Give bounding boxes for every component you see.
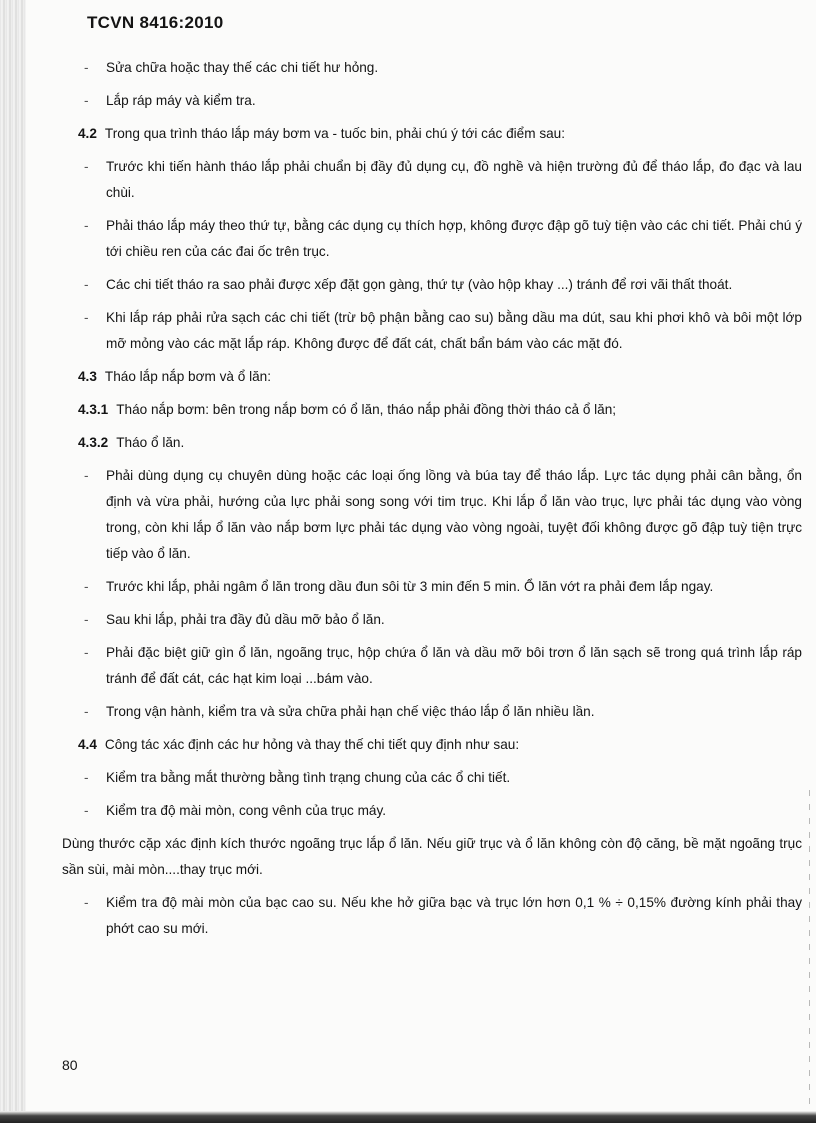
dash-marker: - (84, 93, 89, 108)
page-number: 80 (62, 1057, 78, 1073)
bullet-text: Sau khi lắp, phải tra đầy đủ dầu mỡ bảo ổ lăn. (106, 612, 385, 627)
bullet-text: Trước khi tiến hành tháo lắp phải chuẩn bị đầy đủ dụng cụ, đồ nghề và hiện trường đủ để tháo lắp, đo đạc và lau chùi. (106, 159, 802, 200)
dash-marker: - (84, 218, 89, 233)
bullet-text: Kiểm tra bằng mắt thường bằng tình trạng chung của các ổ chi tiết. (106, 770, 511, 785)
document-header: TCVN 8416:2010 (87, 13, 224, 32)
dash-marker: - (84, 310, 89, 325)
bullet-item (62, 154, 802, 206)
bullet-item (62, 607, 802, 633)
section-title: Tháo nắp bơm: bên trong nắp bơm có ổ lăn, tháo nắp phải đồng thời tháo cả ổ lăn; (116, 402, 617, 417)
dash-marker: - (84, 645, 89, 660)
bullet-item (62, 305, 802, 357)
section-heading (62, 430, 802, 456)
section-title: Tháo lắp nắp bơm và ổ lăn: (104, 369, 272, 384)
bullet-text: Kiểm tra độ mài mòn của bạc cao su. Nếu khe hở giữa bạc và trục lớn hơn 0,1 % ÷ 0,15% đường kính phải thay phớt cao su mới. (106, 895, 802, 936)
section-number: 4.3 (78, 369, 97, 384)
dash-marker: - (84, 468, 89, 483)
bullet-item (62, 272, 802, 298)
section-title: Công tác xác định các hư hỏng và thay thế chi tiết quy định như sau: (104, 737, 520, 752)
section-heading (62, 397, 802, 423)
bullet-text: Lắp ráp máy và kiểm tra. (106, 93, 256, 108)
bullet-item (62, 574, 802, 600)
section-number: 4.3.2 (78, 435, 109, 450)
bullet-item (62, 765, 802, 791)
bullet-item (62, 890, 802, 942)
dash-marker: - (84, 803, 89, 818)
bullet-text: Sửa chữa hoặc thay thế các chi tiết hư hỏng. (106, 60, 379, 75)
section-title: Tháo ổ lăn. (116, 435, 185, 450)
section-heading (62, 732, 802, 758)
section-number: 4.4 (78, 737, 97, 752)
scan-binding-edge (0, 0, 26, 1123)
dash-marker: - (84, 579, 89, 594)
bullet-item (62, 699, 802, 725)
dash-marker: - (84, 704, 89, 719)
scan-bottom-edge (0, 1111, 816, 1123)
bullet-item (62, 213, 802, 265)
dash-marker: - (84, 159, 89, 174)
bullet-text: Các chi tiết tháo ra sao phải được xếp đặt gọn gàng, thứ tự (vào hộp khay ...) tránh để rơi vãi thất thoát. (106, 277, 733, 292)
section-heading (62, 121, 802, 147)
bullet-text: Phải tháo lắp máy theo thứ tự, bằng các dụng cụ thích hợp, không được đập gõ tuỳ tiện vào các chi tiết. Phải chú ý tới chiều ren của các đai ốc trên trục. (106, 218, 802, 259)
bullet-text: Khi lắp ráp phải rửa sạch các chi tiết (trừ bộ phận bằng cao su) bằng dầu ma dút, sau khi phơi khô và bôi một lớp mỡ mỏng vào các mặt lắp ráp. Không được để đất cát, chất bẩn bám vào các mặt đó. (106, 310, 802, 351)
bullet-text: Phải dùng dụng cụ chuyên dùng hoặc các loại ống lồng và búa tay để tháo lắp. Lực tác dụng phải cân bằng, ổn định và vừa phải, hướng của lực phải song song với tim trục. Khi lắp ổ lăn vào trục, lực phải tác dụng vào vòng trong, còn khi lắp ổ lăn vào nắp bơm lực phải tác dụng vào vòng ngoài, tuyệt đối không được gõ đập tuỳ tiện trực tiếp vào ổ lăn. (106, 468, 802, 561)
bullet-item (62, 640, 802, 692)
dash-marker: - (84, 612, 89, 627)
dash-marker: - (84, 770, 89, 785)
bullet-item (62, 55, 802, 81)
bullet-text: Trước khi lắp, phải ngâm ổ lăn trong dầu đun sôi từ 3 min đến 5 min. Ổ lăn vớt ra phải đem lắp ngay. (106, 579, 714, 594)
bullet-text: Trong vận hành, kiểm tra và sửa chữa phải hạn chế việc tháo lắp ổ lăn nhiều lần. (106, 704, 595, 719)
section-heading (62, 364, 802, 390)
document-body (62, 55, 802, 949)
paragraph (62, 831, 802, 883)
bullet-text: Kiểm tra độ mài mòn, cong vênh của trục máy. (106, 803, 387, 818)
section-title: Trong qua trình tháo lắp máy bơm va - tuốc bin, phải chú ý tới các điểm sau: (104, 126, 566, 141)
bullet-text: Phải đặc biệt giữ gìn ổ lăn, ngoãng trục, hộp chứa ổ lăn và dầu mỡ bôi trơn ổ lăn sạch sẽ trong quá trình lắp ráp tránh để đất cát, các hạt kim loại ...bám vào. (106, 645, 802, 686)
section-number: 4.3.1 (78, 402, 109, 417)
bullet-item (62, 798, 802, 824)
dash-marker: - (84, 60, 89, 75)
dash-marker: - (84, 895, 89, 910)
section-number: 4.2 (78, 126, 97, 141)
bullet-item (62, 88, 802, 114)
bullet-item (62, 463, 802, 567)
scan-artifact-right (809, 790, 810, 1110)
dash-marker: - (84, 277, 89, 292)
paragraph-text: Dùng thước cặp xác định kích thước ngoãng trục lắp ổ lăn. Nếu giữ trục và ổ lăn không còn độ căng, bề mặt ngoãng trục sần sùi, mài mòn....thay trục mới. (62, 836, 802, 877)
